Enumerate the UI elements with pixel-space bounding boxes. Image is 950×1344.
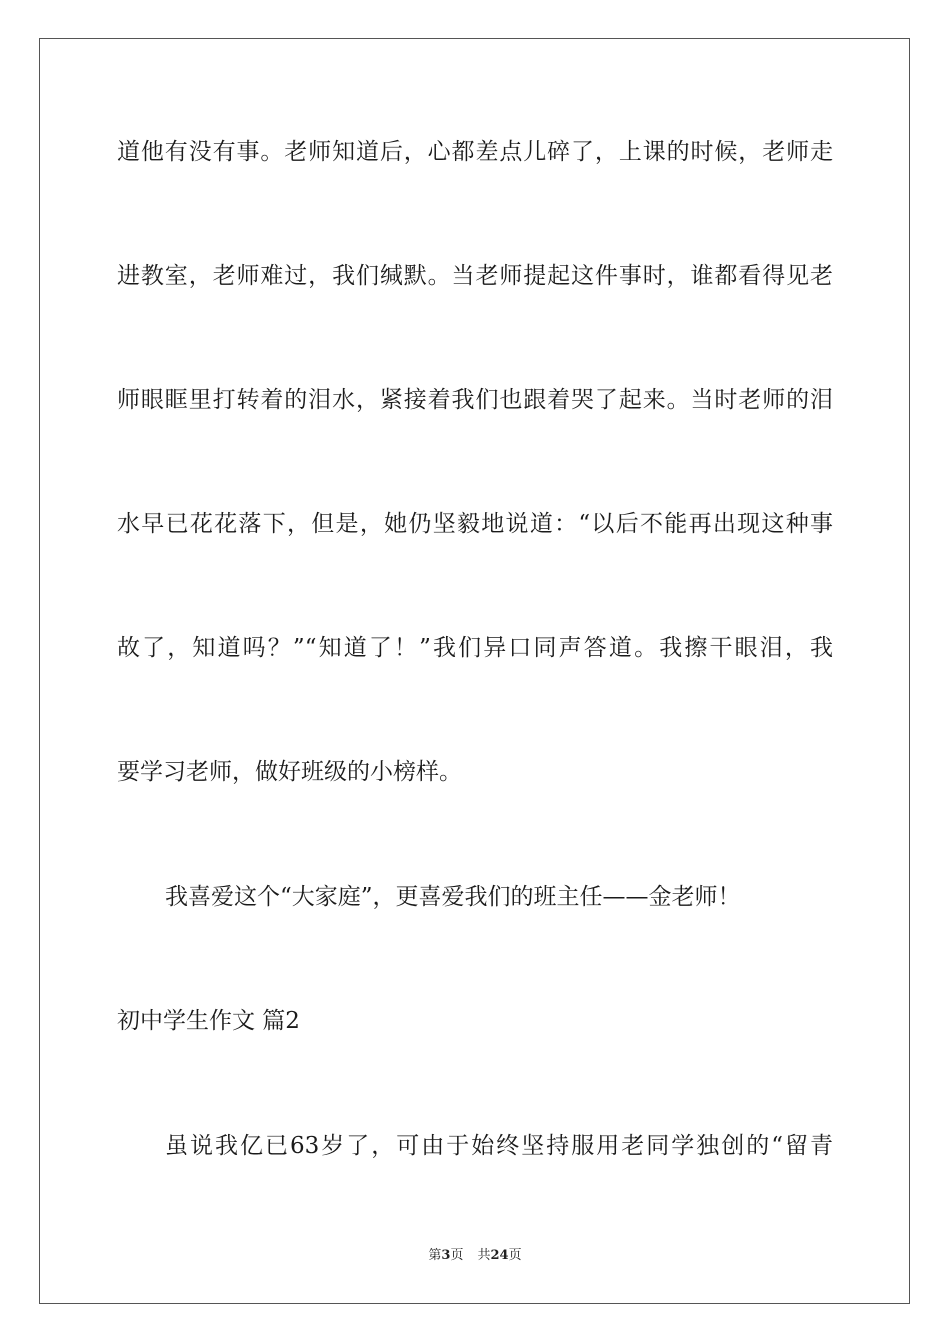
footer-total-suffix: 页 bbox=[508, 1248, 522, 1263]
body-line-5: 故了，知道吗？”“知道了！”我们异口同声答道。我擦干眼泪，我 bbox=[117, 635, 833, 661]
footer-page-suffix: 页 bbox=[450, 1248, 464, 1263]
footer-page-number: 3 bbox=[441, 1248, 451, 1263]
body-line-2: 进教室，老师难过，我们缄默。当老师提起这件事时，谁都看得见老 bbox=[117, 263, 833, 289]
footer-page-prefix: 第 bbox=[428, 1248, 442, 1263]
body-line-6: 要学习老师，做好班级的小榜样。 bbox=[117, 759, 462, 785]
page-footer bbox=[0, 1247, 950, 1265]
closing-paragraph: 我喜爱这个“大家庭”，更喜爱我们的班主任——金老师！ bbox=[165, 884, 741, 910]
next-paragraph-start: 虽说我亿已63岁了，可由于始终坚持服用老同学独创的“留青 bbox=[165, 1133, 833, 1159]
body-line-1: 道他有没有事。老师知道后，心都差点儿碎了，上课的时候，老师走 bbox=[117, 139, 833, 165]
footer-total-pages: 24 bbox=[490, 1248, 509, 1263]
section-heading: 初中学生作文 篇2 bbox=[117, 1008, 300, 1034]
body-line-4: 水早已花花落下，但是，她仍坚毅地说道：“以后不能再出现这种事 bbox=[117, 511, 833, 537]
body-line-3: 师眼眶里打转着的泪水，紧接着我们也跟着哭了起来。当时老师的泪 bbox=[117, 387, 833, 413]
page-border bbox=[39, 38, 910, 1304]
footer-total-prefix: 共 bbox=[477, 1248, 491, 1263]
